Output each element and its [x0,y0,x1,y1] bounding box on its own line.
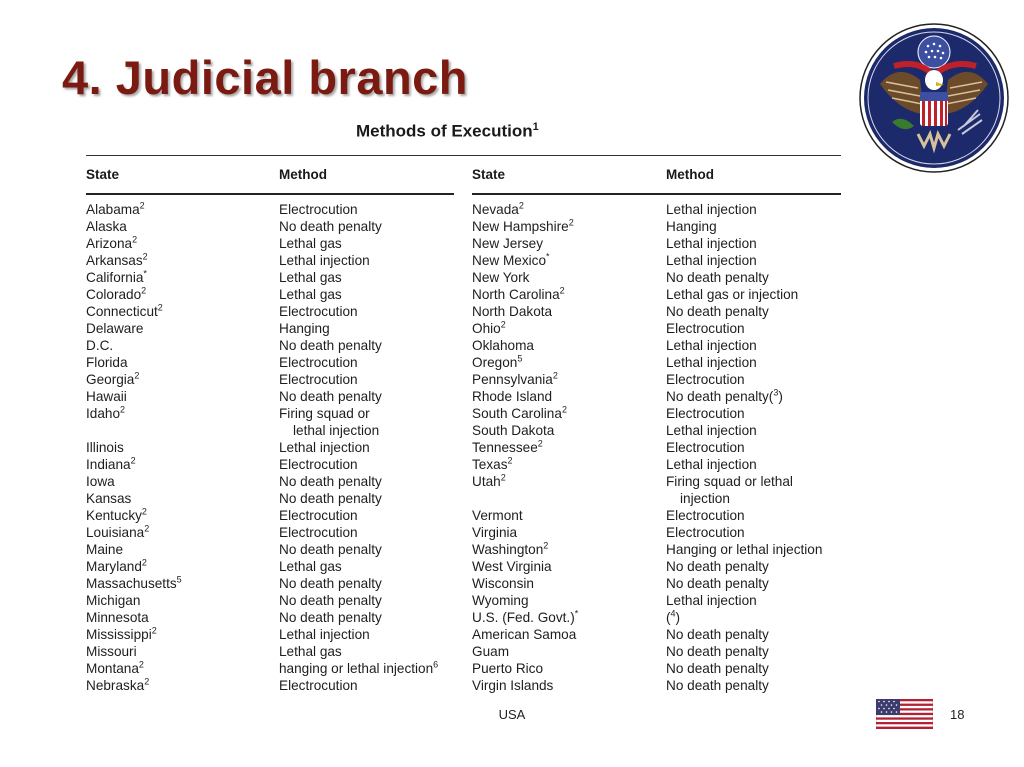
state-text: U.S. (Fed. Govt.) [472,610,575,625]
left-method-cell [279,354,459,371]
state-text: Indiana [86,457,131,472]
footnote-marker: * [546,251,550,262]
left-method-cell [279,456,459,473]
left-method-cell [279,660,459,677]
right-method-cell [666,677,846,694]
method-text: Firing squad or [279,406,370,421]
state-text: West Virginia [472,559,552,574]
method-text: Electrocution [666,406,745,421]
page-number: 18 [950,707,965,722]
right-state-cell [472,337,662,354]
state-text: Wyoming [472,593,529,608]
state-text: South Carolina [472,406,562,421]
right-state-cell [472,439,662,456]
right-method-cell [666,337,846,354]
table-top-rule [86,155,841,156]
left-state-cell [86,592,276,609]
right-state-cell [472,524,662,541]
left-state-cell [86,269,276,286]
left-state-cell [86,371,276,388]
left-method-cell [279,507,459,524]
method-text: No death penalty [279,593,382,608]
footnote-marker: 2 [561,404,567,415]
left-state-cell [86,422,276,439]
right-method-cell [666,252,846,269]
left-method-column [279,201,459,694]
method-text: No death penalty [666,270,769,285]
right-method-cell [666,371,846,388]
left-state-cell [86,660,276,677]
right-state-cell [472,218,662,235]
method-text: No death penalty [666,559,769,574]
right-state-column [472,201,662,694]
left-state-cell [86,524,276,541]
right-state-cell [472,575,662,592]
state-text: Guam [472,644,510,659]
footnote-marker: 2 [138,659,144,670]
state-text: Texas [472,457,508,472]
left-method-cell [279,371,459,388]
left-method-cell [279,235,459,252]
footnote-marker: 2 [120,404,126,415]
right-state-cell [472,422,662,439]
left-state-cell [86,541,276,558]
method-text: Electrocution [666,372,745,387]
method-text: Lethal gas [279,236,342,251]
method-text: Lethal injection [666,423,757,438]
state-text: Oklahoma [472,338,534,353]
method-text: Lethal gas or injection [666,287,799,302]
footnote-marker: 2 [144,523,150,534]
left-state-cell [86,303,276,320]
method-text: No death penalty [279,474,382,489]
state-text: South Dakota [472,423,555,438]
state-text: Nebraska [86,678,145,693]
footnote-marker: 2 [132,234,138,245]
state-text: New Hampshire [472,219,569,234]
method-text: Electrocution [279,304,358,319]
footnote-marker: * [143,268,147,279]
footnote-marker: 2 [500,472,506,483]
state-text: Kansas [86,491,132,506]
state-text: Massachusetts [86,576,177,591]
right-state-cell [472,541,662,558]
left-state-cell [86,252,276,269]
state-text: Maine [86,542,124,557]
left-state-cell [86,405,276,422]
right-state-cell [472,303,662,320]
right-method-cell [666,490,846,507]
right-method-cell [666,626,846,643]
state-text: Tennessee [472,440,538,455]
right-method-cell [666,320,846,337]
state-text: Minnesota [86,610,149,625]
method-text: Electrocution [279,457,358,472]
left-state-cell [86,456,276,473]
method-text: ( [666,610,671,625]
right-method-cell [666,388,846,405]
left-state-cell [86,677,276,694]
left-method-cell [279,337,459,354]
right-method-cell [666,507,846,524]
left-method-cell [279,303,459,320]
footnote-marker: 5 [517,353,523,364]
method-text: Hanging [666,219,717,234]
left-state-cell [86,286,276,303]
state-text: Alaska [86,219,127,234]
footnote-marker: 2 [151,625,157,636]
right-state-cell [472,286,662,303]
right-method-cell [666,541,846,558]
table-heading-footnote: 1 [532,121,539,133]
state-text: Delaware [86,321,144,336]
right-state-cell [472,609,662,626]
footnote-marker: 3 [773,387,779,398]
left-state-cell [86,439,276,456]
method-text: Lethal gas [279,644,342,659]
method-text-tail: ) [675,610,681,625]
state-text: Florida [86,355,128,370]
method-text: Lethal injection [279,253,370,268]
left-method-cell [279,388,459,405]
method-text: Electrocution [279,678,358,693]
left-method-cell [279,473,459,490]
right-method-cell [666,218,846,235]
method-text: No death penalty [279,576,382,591]
state-text: Georgia [86,372,135,387]
right-state-cell [472,592,662,609]
left-state-cell [86,609,276,626]
right-method-cell [666,524,846,541]
state-text: Louisiana [86,525,145,540]
method-text: Lethal gas [279,287,342,302]
method-text: No death penalty [666,627,769,642]
state-text: D.C. [86,338,114,353]
state-text: North Carolina [472,287,560,302]
state-text: California [86,270,144,285]
left-method-cell [279,286,459,303]
method-text: No death penalty( [666,389,774,404]
footnote-marker: 2 [141,506,147,517]
right-method-cell [666,439,846,456]
left-method-cell [279,677,459,694]
left-method-header: Method [279,167,327,182]
state-text: Vermont [472,508,523,523]
right-state-cell [472,626,662,643]
method-text: lethal injection [293,423,380,438]
method-text: Electrocution [279,202,358,217]
state-text: New Jersey [472,236,544,251]
method-text: Electrocution [279,508,358,523]
state-text: Washington [472,542,544,557]
method-text: No death penalty [279,542,382,557]
left-state-cell [86,558,276,575]
right-state-cell [472,388,662,405]
left-method-cell [279,592,459,609]
footnote-marker: 2 [559,285,565,296]
method-text-tail: ) [778,389,783,404]
right-state-cell [472,660,662,677]
state-text: Nevada [472,202,519,217]
state-text: Kentucky [86,508,142,523]
left-state-cell [86,643,276,660]
method-text: Lethal injection [279,440,370,455]
footnote-marker: 2 [568,217,574,228]
left-state-cell [86,201,276,218]
left-state-cell [86,218,276,235]
state-text: Arkansas [86,253,143,268]
left-method-cell [279,524,459,541]
footnote-marker: 4 [670,608,676,619]
footnote-marker: 2 [552,370,558,381]
method-text: No death penalty [666,576,769,591]
left-method-cell [279,269,459,286]
method-text: Electrocution [279,372,358,387]
state-text: New Mexico [472,253,547,268]
state-text: Virgin Islands [472,678,554,693]
left-method-cell [279,626,459,643]
right-method-cell [666,643,846,660]
method-text: Lethal injection [666,253,757,268]
right-method-cell [666,422,846,439]
left-state-cell [86,235,276,252]
right-method-cell [666,405,846,422]
footnote-marker: 2 [500,319,506,330]
right-header-rule [472,193,841,195]
method-text: No death penalty [279,491,382,506]
state-text: Michigan [86,593,141,608]
right-method-cell [666,354,846,371]
method-text: Electrocution [279,525,358,540]
state-text: Missouri [86,644,137,659]
right-state-cell [472,235,662,252]
left-state-cell [86,354,276,371]
left-method-cell [279,541,459,558]
right-method-cell [666,609,846,626]
state-text: Idaho [86,406,121,421]
method-text: Electrocution [666,525,745,540]
right-state-header: State [472,167,506,182]
state-text: Maryland [86,559,142,574]
left-method-cell [279,422,459,439]
footnote-marker: 2 [157,302,163,313]
left-state-cell [86,490,276,507]
method-text: Firing squad or lethal [666,474,793,489]
right-method-cell [666,558,846,575]
method-text: injection [680,491,730,506]
state-text: Virginia [472,525,518,540]
footnote-marker: 2 [134,370,140,381]
state-text: Alabama [86,202,140,217]
footnote-marker: 5 [176,574,182,585]
method-text: No death penalty [279,610,382,625]
state-text: Utah [472,474,501,489]
left-state-cell [86,507,276,524]
right-method-cell [666,303,846,320]
method-text: No death penalty [279,219,382,234]
method-text: hanging or lethal injection [279,661,434,676]
footnote-marker: 2 [507,455,513,466]
right-state-cell [472,507,662,524]
right-state-cell [472,456,662,473]
footnote-marker: 2 [141,557,147,568]
slide-title: 4. Judicial branch [62,51,469,104]
left-method-cell [279,643,459,660]
left-method-cell [279,405,459,422]
state-text: New York [472,270,530,285]
state-text: Oregon [472,355,518,370]
state-text: Mississippi [86,627,152,642]
right-method-cell [666,575,846,592]
state-text: Pennsylvania [472,372,553,387]
footnote-marker: 6 [433,659,439,670]
footnote-marker: 2 [142,251,148,262]
method-text: No death penalty [666,644,769,659]
method-text: No death penalty [666,661,769,676]
method-text: No death penalty [279,338,382,353]
state-text: Montana [86,661,139,676]
method-text: Lethal injection [666,355,757,370]
state-text: Ohio [472,321,501,336]
method-text: Electrocution [666,440,745,455]
right-method-cell [666,473,846,490]
state-text: American Samoa [472,627,577,642]
method-text: No death penalty [666,304,769,319]
left-state-cell [86,626,276,643]
right-method-cell [666,269,846,286]
left-method-cell [279,252,459,269]
left-state-cell [86,575,276,592]
method-text: No death penalty [279,389,382,404]
left-state-header: State [86,167,120,182]
footnote-marker: 2 [518,200,524,211]
right-state-cell [472,643,662,660]
right-state-cell [472,473,662,490]
right-method-cell [666,592,846,609]
method-text: Lethal injection [666,593,757,608]
state-text: Hawaii [86,389,127,404]
right-state-cell [472,252,662,269]
state-text: Colorado [86,287,142,302]
method-text: Lethal injection [666,457,757,472]
state-text: Puerto Rico [472,661,544,676]
right-state-cell [472,201,662,218]
state-text: Wisconsin [472,576,534,591]
right-state-cell [472,677,662,694]
right-method-cell [666,201,846,218]
right-method-cell [666,456,846,473]
right-state-cell [472,490,662,507]
method-text: Electrocution [666,508,745,523]
left-method-cell [279,320,459,337]
footnote-marker: * [574,608,579,619]
method-text: Lethal injection [666,236,757,251]
footer-text: USA [498,707,526,722]
left-state-cell [86,473,276,490]
right-state-cell [472,371,662,388]
state-text: Iowa [86,474,115,489]
right-state-cell [472,405,662,422]
right-method-cell [666,286,846,303]
us-flag-icon [876,699,933,729]
left-method-cell [279,575,459,592]
left-method-cell [279,439,459,456]
right-method-cell [666,235,846,252]
right-method-column [666,201,846,694]
table-heading-text: Methods of Execution [356,121,533,141]
method-text: Electrocution [666,321,745,336]
right-method-cell [666,660,846,677]
state-text: North Dakota [472,304,553,319]
method-text: Hanging or lethal injection [666,542,823,557]
right-state-cell [472,269,662,286]
right-method-header: Method [666,167,714,182]
footnote-marker: 2 [543,540,549,551]
method-text: Electrocution [279,355,358,370]
state-text: Connecticut [86,304,158,319]
method-text: No death penalty [666,678,769,693]
method-text: Lethal injection [666,338,757,353]
right-state-cell [472,320,662,337]
left-state-cell [86,388,276,405]
table-heading [356,121,539,142]
left-method-cell [279,201,459,218]
method-text: Lethal injection [666,202,757,217]
left-method-cell [279,218,459,235]
left-state-cell [86,337,276,354]
footnote-marker: 2 [537,438,543,449]
footnote-marker: 2 [144,676,150,687]
method-text: Lethal gas [279,559,342,574]
right-state-cell [472,558,662,575]
left-state-cell [86,320,276,337]
great-seal-icon [858,22,1010,174]
state-text: Rhode Island [472,389,553,404]
state-text: Illinois [86,440,124,455]
footnote-marker: 2 [139,200,145,211]
left-state-column [86,201,276,694]
right-state-cell [472,354,662,371]
method-text: Lethal gas [279,270,342,285]
left-header-rule [86,193,454,195]
left-method-cell [279,490,459,507]
state-text: Arizona [86,236,133,251]
footnote-marker: 2 [130,455,136,466]
method-text: Hanging [279,321,330,336]
footnote-marker: 2 [141,285,147,296]
method-text: Lethal injection [279,627,370,642]
left-method-cell [279,609,459,626]
left-method-cell [279,558,459,575]
